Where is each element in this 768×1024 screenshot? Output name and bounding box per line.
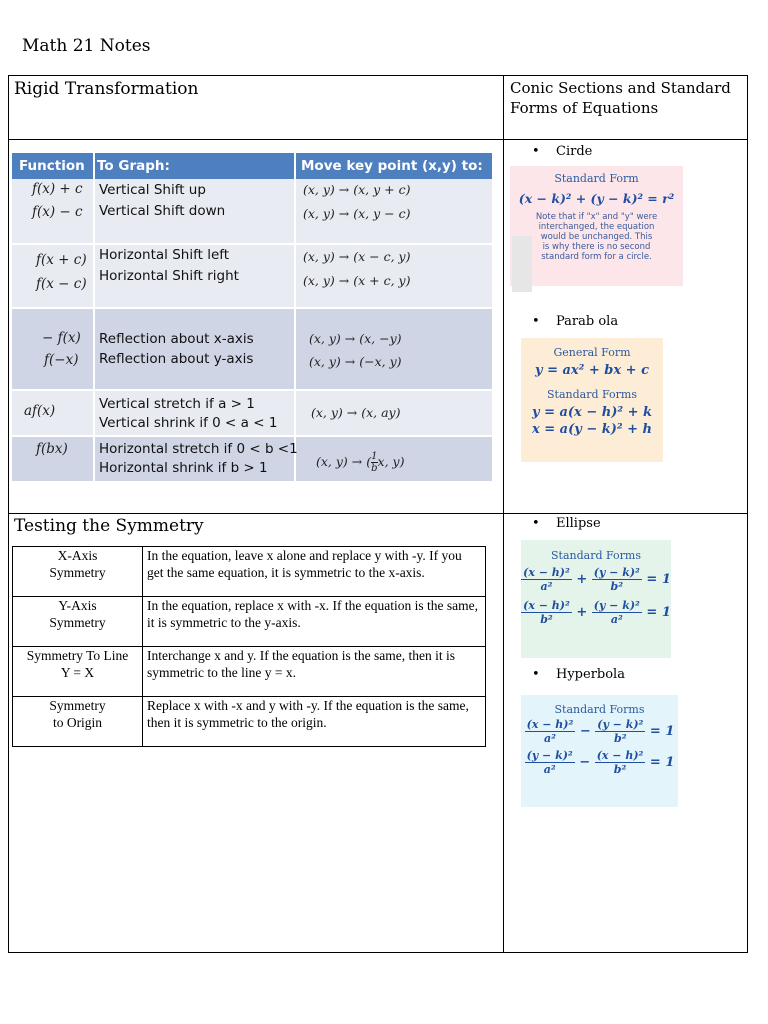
numerator: (y − k)² bbox=[593, 566, 640, 579]
denominator: a² bbox=[610, 613, 623, 626]
rt-to-graph: Vertical Shift down bbox=[99, 203, 226, 219]
circle-note-line: would be unchanged. This bbox=[540, 232, 653, 242]
symmetry-table bbox=[12, 546, 486, 747]
conics-heading bbox=[510, 78, 731, 118]
circle-note bbox=[510, 212, 683, 262]
equals-one: = 1 bbox=[649, 755, 675, 770]
fraction bbox=[592, 566, 642, 593]
rt-header-to-graph: To Graph: bbox=[97, 158, 170, 174]
circle-note-line: standard form for a circle. bbox=[541, 252, 652, 262]
table-row bbox=[13, 697, 486, 747]
rt-to-graph: Horizontal Shift left bbox=[99, 247, 230, 263]
operator: + bbox=[576, 605, 588, 620]
parabola-label: • Parab ola bbox=[556, 314, 618, 329]
circle-card-shadow bbox=[512, 236, 532, 292]
conics-heading-line: Forms of Equations bbox=[510, 99, 659, 117]
rt-function: f(x + c) bbox=[36, 252, 87, 268]
rt-header-function: Function bbox=[19, 158, 85, 174]
denominator: b² bbox=[613, 763, 627, 776]
rt-function: f(bx) bbox=[36, 441, 68, 457]
symmetry-type-line: Symmetry To Line bbox=[26, 648, 129, 663]
equals-one: = 1 bbox=[646, 572, 671, 587]
circle-label: • Cirde bbox=[556, 144, 592, 159]
row-divider-2 bbox=[8, 513, 748, 514]
rt-move: (x, y) → (x, −y) bbox=[309, 331, 402, 346]
equals-one: = 1 bbox=[649, 724, 675, 739]
rt-move-fraction-den: b bbox=[371, 463, 378, 474]
rt-function: af(x) bbox=[24, 403, 56, 419]
symmetry-type-line: Y = X bbox=[60, 665, 95, 680]
parabola-general-equation: y = ax² + bx + c bbox=[534, 363, 649, 378]
numerator: (y − k)² bbox=[597, 718, 644, 731]
table-row bbox=[13, 597, 486, 647]
fraction bbox=[521, 599, 572, 626]
rt-to-graph: Horizontal stretch if 0 < b <1 bbox=[99, 441, 298, 457]
symmetry-description: In the equation, replace x with -x. If the equation is the same, it is symmetric to the y-axis. bbox=[143, 597, 486, 647]
rt-function: f(x − c) bbox=[36, 276, 87, 292]
symmetry-description: Replace x with -x and y with -y. If the equation is the same, then it is symmetric to the origin. bbox=[143, 697, 486, 747]
rt-column-separator bbox=[93, 153, 95, 481]
symmetry-type-line: Symmetry bbox=[49, 698, 106, 713]
parabola-caption-standard: Standard Forms bbox=[547, 388, 637, 401]
ellipse-equation-2 bbox=[521, 599, 671, 626]
rt-move-part: (x, y) → ( bbox=[316, 454, 372, 469]
rt-to-graph: Vertical Shift up bbox=[99, 182, 206, 198]
rt-move: (x, y) → (x + c, y) bbox=[303, 273, 411, 288]
circle-equation: (x − k)² + (y − k)² = r² bbox=[518, 191, 675, 206]
rt-to-graph: Reflection about y-axis bbox=[99, 351, 254, 367]
ellipse-equation-1 bbox=[521, 566, 671, 593]
ellipse-label: • Ellipse bbox=[556, 516, 601, 531]
denominator: b² bbox=[614, 732, 627, 745]
symmetry-description: In the equation, leave x alone and replace y with -y. If you get the same equation, it is symmetric to the x-axis. bbox=[143, 547, 486, 597]
rt-row-bg-3 bbox=[12, 309, 492, 389]
table-row bbox=[13, 547, 486, 597]
symmetry-description: Interchange x and y. If the equation is the same, then it is symmetric to the line y = x. bbox=[143, 647, 486, 697]
hyperbola-equation-2 bbox=[521, 749, 678, 776]
rt-column-separator bbox=[294, 153, 296, 481]
symmetry-type-line: Symmetry bbox=[49, 565, 106, 580]
circle-card bbox=[510, 166, 683, 286]
ellipse-caption: Standard Forms bbox=[551, 549, 641, 562]
denominator: b² bbox=[610, 580, 624, 593]
rt-move: (x, y) → (x − c, y) bbox=[303, 249, 411, 264]
denominator: a² bbox=[543, 732, 556, 745]
circle-note-line: is why there is no second bbox=[542, 242, 651, 252]
symmetry-heading: Testing the Symmetry bbox=[14, 516, 204, 536]
numerator: (x − h)² bbox=[526, 718, 574, 731]
parabola-card bbox=[521, 338, 663, 462]
numerator: (y − k)² bbox=[526, 749, 573, 762]
parabola-standard-equation-1: y = a(x − h)² + k bbox=[531, 405, 652, 420]
rt-header-row bbox=[12, 153, 492, 179]
parabola-caption-general: General Form bbox=[553, 346, 631, 359]
rt-function: f(x) + c bbox=[32, 181, 83, 197]
rt-divider bbox=[12, 435, 492, 437]
rigid-transformation-table bbox=[12, 153, 492, 481]
equals-one: = 1 bbox=[646, 605, 671, 620]
numerator: (x − h)² bbox=[596, 749, 644, 762]
rt-to-graph: Vertical stretch if a > 1 bbox=[99, 396, 255, 412]
fraction bbox=[595, 749, 646, 776]
document-title: Math 21 Notes bbox=[22, 36, 151, 56]
conics-heading-line: Conic Sections and Standard bbox=[510, 79, 731, 97]
symmetry-type bbox=[13, 597, 143, 647]
rt-move: (x, y) → (x, y − c) bbox=[303, 206, 411, 221]
rt-function: f(−x) bbox=[44, 352, 79, 368]
rt-move-fraction-num: 1 bbox=[371, 451, 378, 462]
fraction bbox=[595, 718, 645, 745]
operator: − bbox=[579, 724, 591, 739]
rt-move: (x, y) → (x, y + c) bbox=[303, 182, 411, 197]
numerator: (y − k)² bbox=[593, 599, 640, 612]
hyperbola-caption: Standard Forms bbox=[554, 703, 645, 716]
circle-caption: Standard Form bbox=[554, 172, 639, 185]
symmetry-type bbox=[13, 547, 143, 597]
table-row bbox=[13, 647, 486, 697]
hyperbola-label: • Hyperbola bbox=[556, 667, 625, 682]
numerator: (x − h)² bbox=[523, 566, 570, 579]
symmetry-type-line: Symmetry bbox=[49, 615, 106, 630]
row-divider-1 bbox=[8, 139, 748, 140]
denominator: a² bbox=[540, 580, 553, 593]
rt-to-graph: Vertical shrink if 0 < a < 1 bbox=[99, 415, 278, 431]
rt-divider bbox=[12, 307, 492, 309]
rt-move: (x, y) → (−x, y) bbox=[309, 354, 402, 369]
column-divider bbox=[503, 75, 504, 953]
rt-to-graph: Horizontal Shift right bbox=[99, 268, 239, 284]
hyperbola-equation-1 bbox=[521, 718, 678, 745]
symmetry-type bbox=[13, 647, 143, 697]
symmetry-type-line: X-Axis bbox=[57, 548, 98, 563]
symmetry-type-line: to Origin bbox=[52, 715, 103, 730]
rt-header-move-point: Move key point (x,y) to: bbox=[301, 158, 483, 174]
fraction bbox=[525, 718, 576, 745]
operator: − bbox=[579, 755, 591, 770]
numerator: (x − h)² bbox=[523, 599, 570, 612]
symmetry-type-line: Y-Axis bbox=[58, 598, 97, 613]
rt-to-graph: Horizontal shrink if b > 1 bbox=[99, 460, 268, 476]
fraction bbox=[525, 749, 575, 776]
fraction bbox=[592, 599, 642, 626]
rt-function: f(x) − c bbox=[32, 204, 83, 220]
denominator: b² bbox=[540, 613, 553, 626]
rt-move: (x, y) → (x, ay) bbox=[311, 405, 401, 420]
hyperbola-card bbox=[521, 695, 678, 807]
operator: + bbox=[576, 572, 588, 587]
rt-move bbox=[316, 451, 404, 474]
rigid-heading: Rigid Transformation bbox=[14, 79, 199, 99]
rt-divider bbox=[12, 243, 492, 245]
parabola-standard-equation-2: x = a(y − k)² + h bbox=[531, 422, 652, 437]
rt-move-part: x, y) bbox=[377, 454, 405, 469]
rt-to-graph: Reflection about x-axis bbox=[99, 331, 254, 347]
symmetry-type bbox=[13, 697, 143, 747]
rt-divider bbox=[12, 389, 492, 391]
circle-note-line: Note that if "x" and "y" were bbox=[535, 212, 658, 222]
fraction bbox=[521, 566, 572, 593]
circle-note-line: interchanged, the equation bbox=[538, 222, 655, 232]
rt-function: − f(x) bbox=[42, 330, 81, 346]
ellipse-card bbox=[521, 540, 671, 658]
rt-row-bg-1 bbox=[12, 179, 492, 243]
denominator: a² bbox=[543, 763, 556, 776]
